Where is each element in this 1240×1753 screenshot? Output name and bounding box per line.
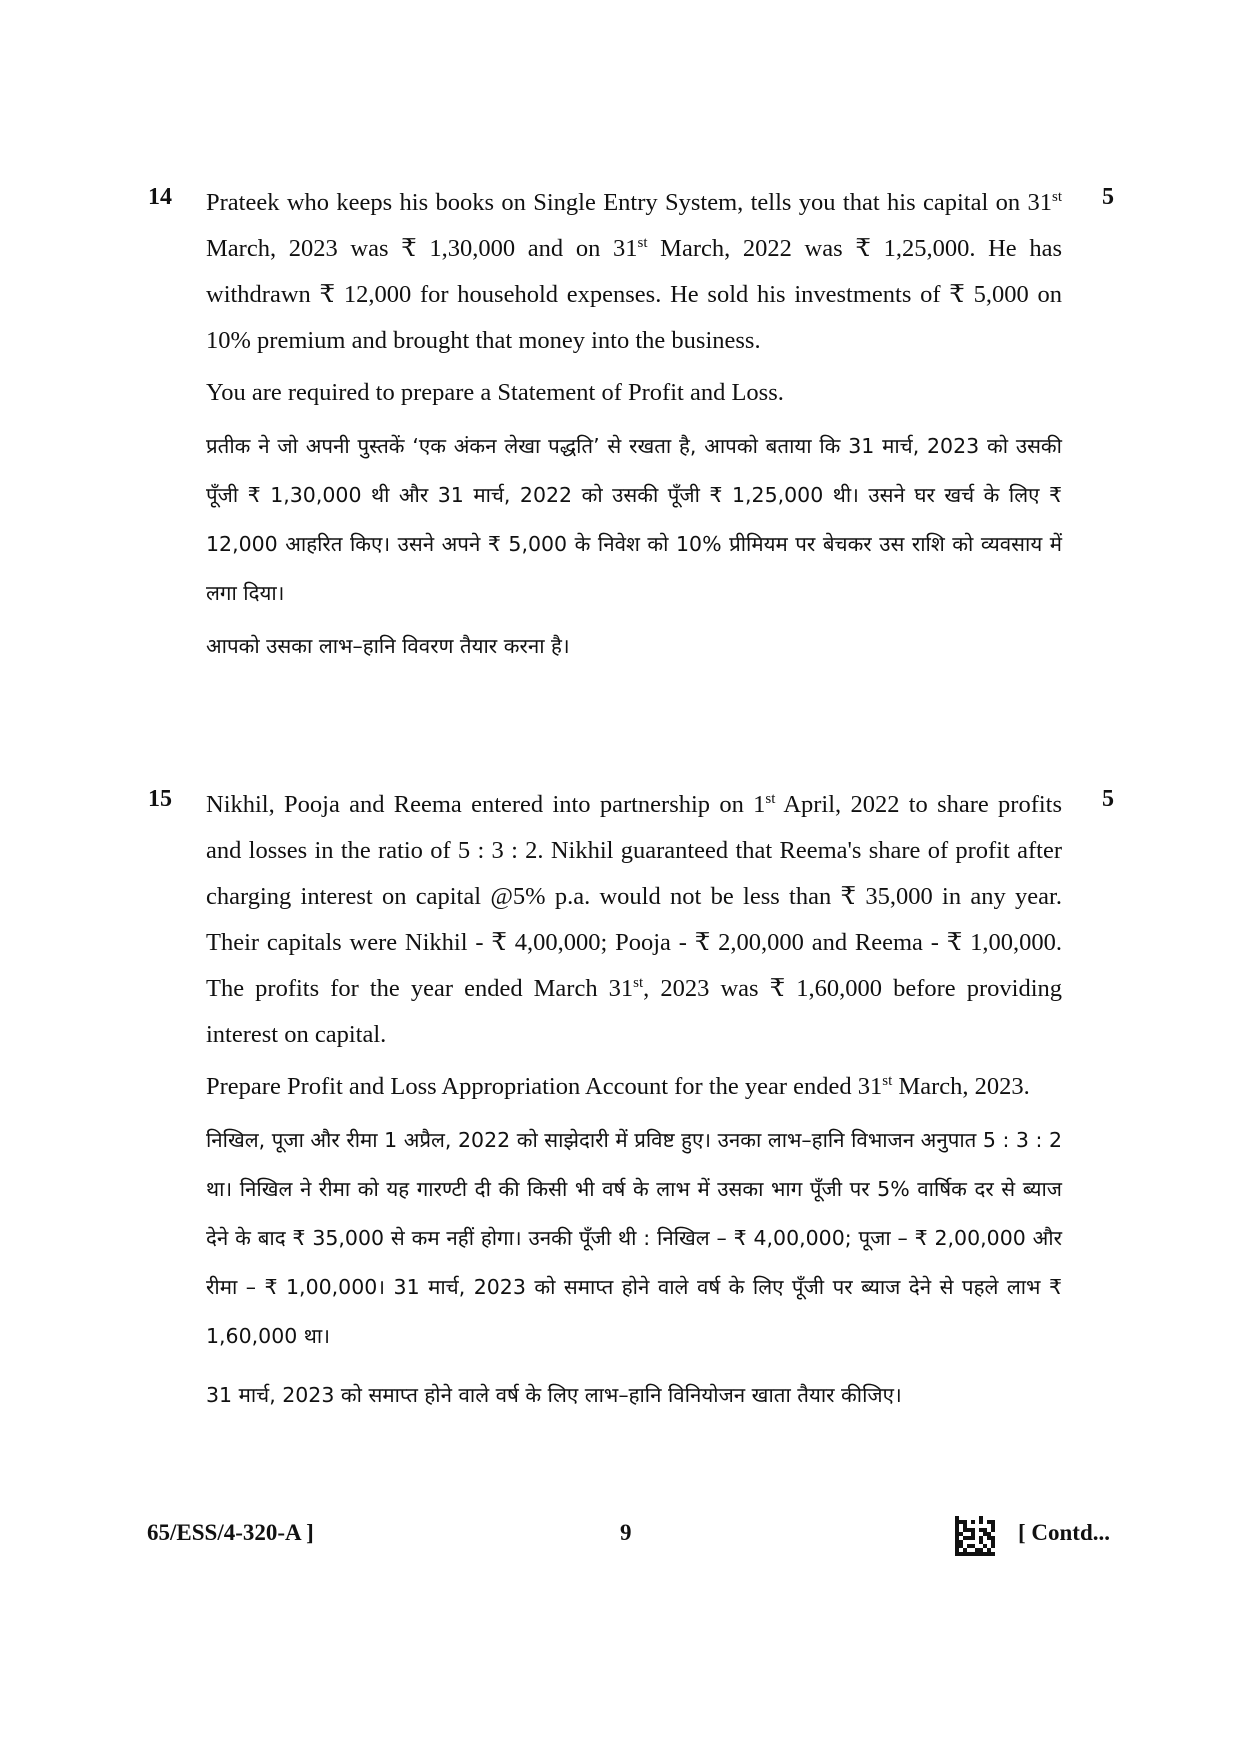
question-text-hindi: प्रतीक ने जो अपनी पुस्तकें ‘एक अंकन लेखा पद्धति’ से रखता है, आपको बताया कि 31 मार्च, 2023 को उसकी पूँजी ₹ 1,30,000 थी और 31 मार्च, 2022 को उसकी पूँजी ₹ 1,25,000 थी। उसने घर खर्च के लिए ₹ 12,000 आहरित किए। उसने अपने ₹ 5,000 के निवेश को 10% प्रीमियम पर बेचकर उस राशि को व्यवसाय में लगा दिया। xyxy=(206,434,1062,605)
question-text-hindi: निखिल, पूजा और रीमा 1 अप्रैल, 2022 को साझेदारी में प्रविष्ट हुए। उनका लाभ–हानि विभाजन अनुपात 5 : 3 : 2 था। निखिल ने रीमा को यह गारण्टी दी की किसी भी वर्ष के लाभ में उसका भाग पूँजी पर 5% वार्षिक दर से ब्याज देने के बाद ₹ 35,000 से कम नहीं होगा। उनकी पूँजी थी : निखिल – ₹ 4,00,000; पूजा – ₹ 2,00,000 और रीमा – ₹ 1,00,000। 31 मार्च, 2023 को समाप्त होने वाले वर्ष के लिए पूँजी पर ब्याज देने से पहले लाभ ₹ 1,60,000 था। xyxy=(206,1128,1062,1348)
paper-code: 65/ESS/4-320-A ] xyxy=(147,1520,314,1545)
continued-label: [ Contd... xyxy=(1018,1520,1111,1545)
qr-code-icon xyxy=(955,1516,995,1556)
question-marks: 5 xyxy=(1102,184,1114,210)
question-text-english: Nikhil, Pooja and Reema entered into partnership on 1st April, 2022 to share profits and losses in the ratio of 5 : 3 : 2. Nikhil guaranteed that Reema's share of profit after charging interest on capital @5% p.a. would not be less than ₹ 35,000 in any year. Their capitals were Nikhil - ₹ 4,00,000; Pooja - ₹ 2,00,000 and Reema - ₹ 1,00,000. The profits for the year ended March 31st, 2023 was ₹ 1,60,000 before providing interest on capital. xyxy=(206,790,1063,1048)
question-number: 15 xyxy=(148,786,172,812)
question-body xyxy=(206,782,1062,1424)
question-instruction-english: You are required to prepare a Statement of Profit and Loss. xyxy=(206,379,784,406)
question-text-english: Prateek who keeps his books on Single Entry System, tells you that his capital on 31st March, 2023 was ₹ 1,30,000 and on 31st March, 2022 was ₹ 1,25,000. He has withdrawn ₹ 12,000 for household expenses. He sold his investments of ₹ 5,000 on 10% premium and brought that money into the business. xyxy=(206,188,1062,354)
question-instruction-hindi: आपको उसका लाभ–हानि विवरण तैयार करना है। xyxy=(206,634,570,658)
question-body xyxy=(206,180,1062,675)
question-instruction-hindi: 31 मार्च, 2023 को समाप्त होने वाले वर्ष के लिए लाभ–हानि विनियोजन खाता तैयार कीजिए। xyxy=(206,1383,902,1407)
question-marks: 5 xyxy=(1102,786,1114,812)
page-number: 9 xyxy=(620,1520,632,1545)
page-footer xyxy=(0,1520,1240,1560)
question-number: 14 xyxy=(148,184,172,210)
question-instruction-english: Prepare Profit and Loss Appropriation Account for the year ended 31st March, 2023. xyxy=(206,1072,1030,1100)
